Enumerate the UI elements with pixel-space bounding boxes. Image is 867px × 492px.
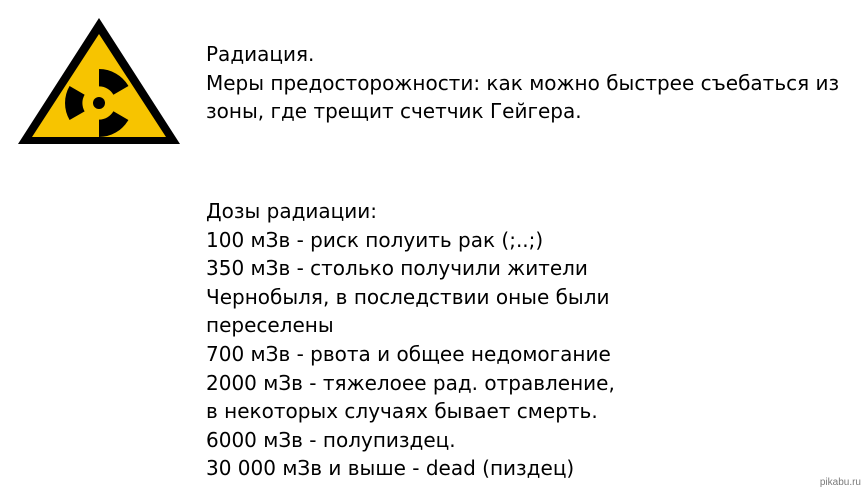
intro-text — [206, 40, 839, 126]
intro-line: Меры предосторожности: как можно быстрее съебаться из — [206, 70, 840, 95]
dose-line: 100 мЗв - риск полуить рак (;..;) — [206, 227, 544, 252]
watermark: pikabu.ru — [819, 477, 861, 488]
intro-line: зоны, где трещит счетчик Гейгера. — [206, 99, 582, 124]
radiation-warning-icon — [14, 14, 184, 148]
dose-line: 30 000 мЗв и выше - dead (пиздец) — [206, 456, 575, 481]
dose-line: переселены — [206, 313, 334, 338]
doses-list — [206, 197, 615, 483]
dose-line: 6000 мЗв - полупиздец. — [206, 427, 456, 452]
dose-line: 700 мЗв - рвота и общее недомогание — [206, 341, 611, 366]
dose-line: Чернобыля, в последствии оные были — [206, 284, 610, 309]
dose-line: в некоторых случаях бывает смерть. — [206, 399, 598, 424]
doses-heading: Дозы радиации: — [206, 199, 378, 223]
dose-line: 2000 мЗв - тяжелоее рад. отравление, — [206, 370, 615, 395]
dose-line: 350 мЗв - столько получили жители — [206, 256, 588, 281]
title: Радиация. — [206, 42, 315, 66]
